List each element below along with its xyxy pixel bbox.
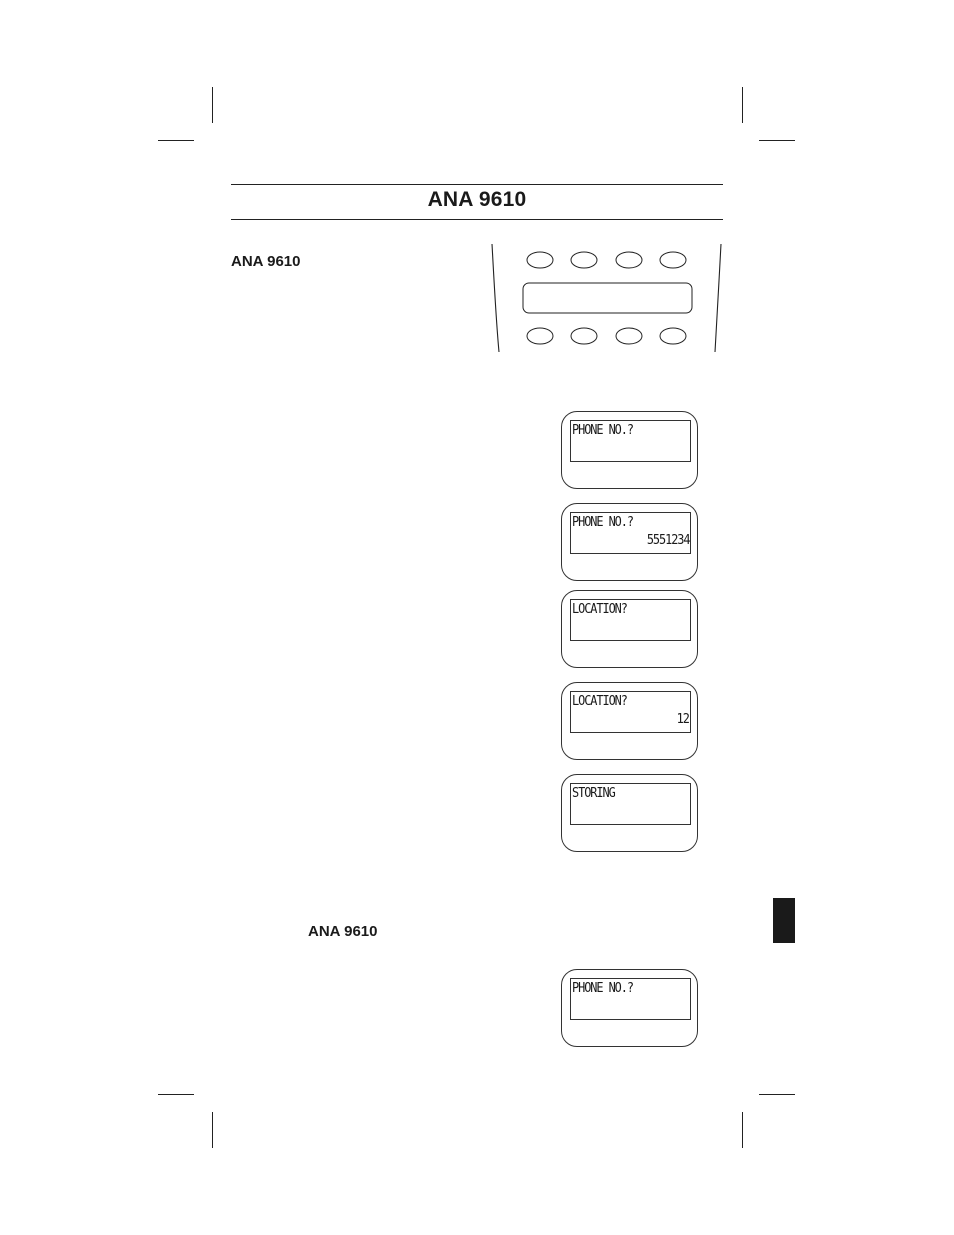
lcd-line-1: PHONE NO.? <box>572 980 633 996</box>
bottom-key-2-icon <box>571 328 597 344</box>
crop-mark-top-right-v <box>742 87 743 123</box>
lcd-screen <box>570 420 691 462</box>
bottom-key-1-icon <box>527 328 553 344</box>
lcd-screen <box>570 599 691 641</box>
header-rule-top <box>231 184 723 185</box>
lcd-line-1: PHONE NO.? <box>572 514 633 530</box>
lcd-screen <box>570 783 691 825</box>
lcd-screen <box>570 691 691 733</box>
section-heading-model-2: ANA 9610 <box>308 923 378 940</box>
crop-mark-top-left-v <box>212 87 213 123</box>
crop-mark-bottom-right-h <box>759 1094 795 1095</box>
header-rule-bottom <box>231 219 723 220</box>
lcd-line-2: 5551234 <box>646 532 689 548</box>
crop-mark-top-right-h <box>759 140 795 141</box>
lcd-display-location-prompt <box>561 590 698 668</box>
crop-mark-bottom-left-h <box>158 1094 194 1095</box>
lcd-line-1: LOCATION? <box>572 693 627 709</box>
crop-mark-bottom-right-v <box>742 1112 743 1148</box>
lcd-line-2: 12 <box>676 711 689 727</box>
bottom-key-4-icon <box>660 328 686 344</box>
lcd-display-phone-entered <box>561 503 698 581</box>
bottom-key-3-icon <box>616 328 642 344</box>
crop-mark-top-left-h <box>158 140 194 141</box>
top-key-1-icon <box>527 252 553 268</box>
top-key-4-icon <box>660 252 686 268</box>
lcd-line-1: STORING <box>572 785 615 801</box>
section-thumb-tab <box>773 898 795 943</box>
phone-keypad-diagram <box>488 240 728 356</box>
lcd-line-1: LOCATION? <box>572 601 627 617</box>
crop-mark-bottom-left-v <box>212 1112 213 1148</box>
lcd-screen <box>570 978 691 1020</box>
page-title: ANA 9610 <box>427 188 527 211</box>
lcd-line-1: PHONE NO.? <box>572 422 633 438</box>
lcd-display-phone-prompt-2 <box>561 969 698 1047</box>
lcd-display-phone-prompt <box>561 411 698 489</box>
section-heading-model: ANA 9610 <box>231 253 301 270</box>
lcd-display-location-entered <box>561 682 698 760</box>
lcd-screen <box>570 512 691 554</box>
lcd-display-storing <box>561 774 698 852</box>
top-key-3-icon <box>616 252 642 268</box>
display-window-icon <box>523 283 692 313</box>
top-key-2-icon <box>571 252 597 268</box>
